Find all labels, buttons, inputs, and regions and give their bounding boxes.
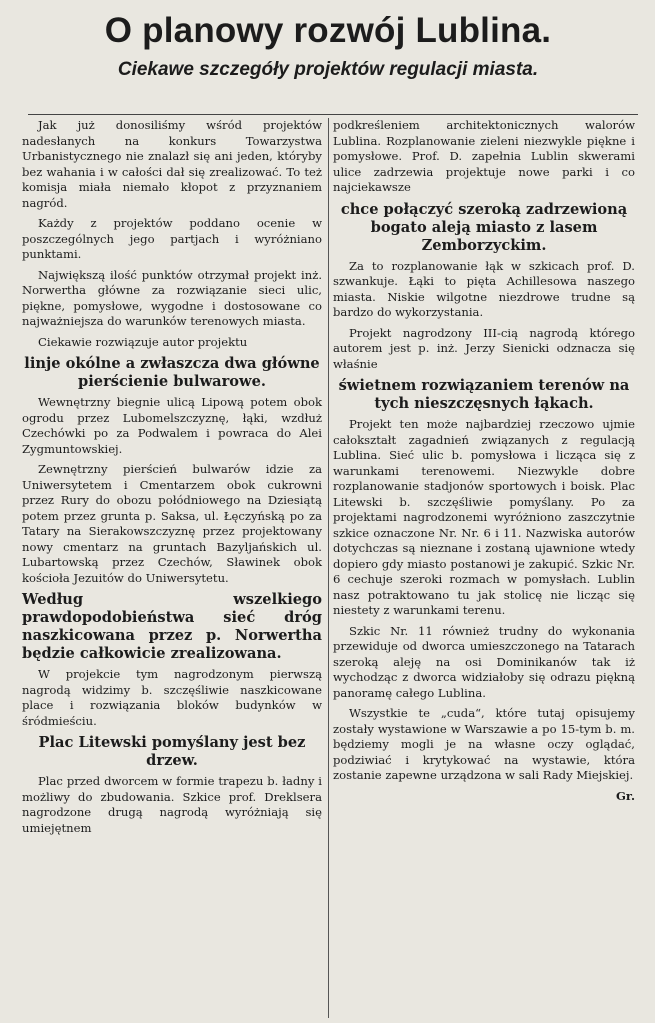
bold-subheading: Plac Litewski pomyślany jest bez drzew. — [38, 734, 306, 769]
paragraph: Projekt nagrodzony III-cią nagrodą którego autorem jest p. inż. Jerzy Sienicki odznacza się właśnie — [333, 325, 635, 371]
paragraph: Projekt ten może najbardziej rzeczowo ujmie całokształt zagadnień związanych z regulacją Lublina. Sieć ulic b. pomysłowa i licząca się z warunkami terenowemi. Niezwykle dobre rozplanowanie stadjonów sportowych i boisk. Plac Litewski b. szczęśliwie pomyślany. Po za projektami nagrodzonemi wyróżniono zaszczytnie szkice oznaczone Nr. Nr. 6 i 11. Nazwiska autorów dotychczas są nieznane i zostaną ujawnione wtedy dopiero gdy miasto postanowi je zakupić. Szkic Nr. 6 cechuje szeroki rozmach w pomysłach. Lublin nasz potraktowano tu jak stolicę nie licząc się niestety z warunkami terenu. — [333, 417, 635, 617]
paragraph: Jak już donosiliśmy wśród projektów nadesłanych na konkurs Towarzystwa Urbanistycznego nie znalazł się ani jeden, któryby bez wahania i w całości dał się zrealizować. To też komisja miała niemało kłopot z przyznaniem nagród. — [22, 118, 322, 210]
left-column — [22, 118, 322, 841]
paragraph: podkreśleniem architektonicznych walorów Lublina. Rozplanowanie zieleni niezwykle piękne i pomysłowe. Prof. D. zapełnia Lublin skwerami ulice zadrzewia projektuje nowe parki i co najciekawsze — [333, 118, 635, 194]
article-headline: O planowy rozwój Lublina. — [104, 11, 552, 50]
header-rule — [28, 114, 638, 115]
bold-subheading: linje okólne a zwłaszcza dwa główne pierścienie bulwarowe. — [24, 355, 320, 390]
paragraph: Szkic Nr. 11 również trudny do wykonania przewiduje od dworca umieszczonego na Tatarach szeroką aleję na osi Dominikanów tak iż wychodząc z dworca widziałoby się odrazu piękną panoramę całego Lublina. — [333, 623, 635, 700]
newspaper-page — [8, 6, 648, 1018]
bold-subheading: Według wszelkiego prawdopodobieństwa sieć dróg naszkicowana przez p. Norwertha będzie całkowicie zrealizowana. — [22, 591, 322, 662]
paragraph: Zewnętrzny pierścień bulwarów idzie za Uniwersytetem i Cmentarzem obok cukrowni przez Rury do obozu połódniowego na Dziesiątą potem przez grunta p. Saksa, ul. Łęczyńską po za Tatary na Sierakowszczyznę przez projektowany nowy cmentarz na gruntach Bazyljańskich ul. Lubartowską przez Czechów, Sławinek obok kościoła Jezuitów do Uniwersytetu. — [22, 462, 322, 585]
author-signature: Gr. — [616, 788, 635, 803]
bold-subheading: świetnem rozwiązaniem terenów na tych nieszczęsnych łąkach. — [338, 377, 630, 412]
paragraph: Każdy z projektów poddano ocenie w poszczególnych jego partjach i wyróżniano punktami. — [22, 216, 322, 261]
paragraph: Wewnętrzny biegnie ulicą Lipową potem obok ogrodu przez Lubomelszczyznę, łąki, wzdłuż Czechówki po za Podwalem i powraca do Alei Zygmuntowskiej. — [22, 395, 322, 456]
paragraph: Największą ilość punktów otrzymał projekt inż. Norwertha główne za rozwiązanie sieci ulic, piękne, pomysłowe, wygodne i dostosowane co najważniejsza do warunków terenowych miasta. — [22, 267, 322, 328]
paragraph: Plac przed dworcem w formie trapezu b. ładny i możliwy do zbudowania. Szkice prof. Dreklsera nagrodzone drugą nagrodą wyróżniają się umiejętnem — [22, 774, 322, 835]
article-subheadline: Ciekawe szczegóły projektów regulacji miasta. — [117, 59, 539, 80]
paragraph: Za to rozplanowanie łąk w szkicach prof. D. szwankuje. Łąki to pięta Achillesowa naszego miasta. Niskie wilgotne niezdrowe trudne są bardzo do wykorzystania. — [333, 258, 635, 319]
paragraph: W projekcie tym nagrodzonym pierwszą nagrodą widzimy b. szczęśliwie naszkicowane place i rozwiązania bloków budynków w śródmieściu. — [22, 667, 322, 728]
right-column — [333, 118, 635, 809]
paragraph: Ciekawie rozwiązuje autor projektu — [38, 334, 248, 349]
bold-subheading: chce połączyć szeroką zadrzewioną bogato aleją miasto z lasem Zemborzyckim. — [340, 200, 628, 254]
paragraph: Wszystkie te „cuda“, które tutaj opisujemy zostały wystawione w Warszawie a po 15-tym b. m. będziemy mogli je na własne oczy oglądać, podziwiać i krytykować na wystawie, która zostanie zapewne urządzona w sali Rady Miejskiej. — [333, 706, 635, 782]
column-divider — [328, 118, 329, 1018]
